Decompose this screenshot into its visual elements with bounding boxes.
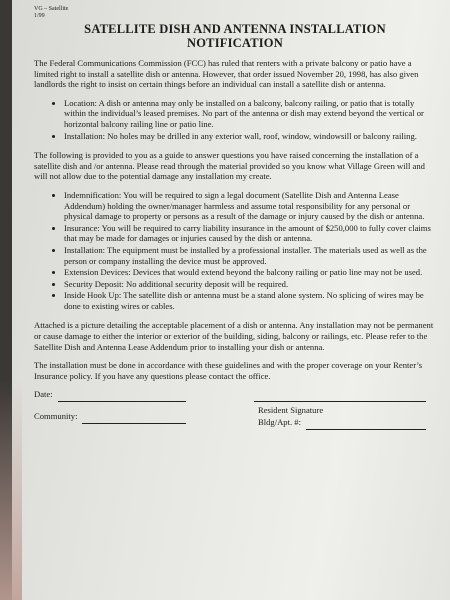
community-label: Community: (34, 411, 78, 422)
rule-installation: • Installation: No holes may be drilled in any exterior wall, roof, window, windowsill or balcony railing. (64, 131, 436, 142)
requirement-extension-devices: • Extension Devices: Devices that would extend beyond the balcony railing or patio line may not be used. (64, 267, 436, 278)
intro-paragraph: The Federal Communications Commission (FCC) has ruled that renters with a private balcony or patio have a limited right to install a satellite dish or antenna. However, that order issued November 20, 1998, has also given landlords the right to insist on certain things before an individual can install a satellite dish or antenna. (34, 58, 419, 90)
closing-paragraph: The installation must be done in accordance with these guidelines and with the proper coverage on your Renter’s Insurance policy. If you have any questions please contact the office. (34, 360, 423, 381)
date-label: Date: (34, 389, 53, 400)
bldg-apt-label: Bldg/Apt. #: (258, 417, 301, 428)
form-code-line2: 1/99 (34, 13, 45, 19)
rules-list (34, 98, 436, 141)
requirements-list (34, 190, 436, 312)
requirement-security-deposit: • Security Deposit: No additional security deposit will be required. (64, 279, 436, 290)
document-title (34, 22, 436, 50)
signature-block (34, 389, 436, 439)
finger-shadow (0, 380, 22, 600)
attached-paragraph: Attached is a picture detailing the acceptable placement of a dish or antenna. Any installation may not be permanent or cause damage to either the interior or exterior of the building, siding, balcony or railings, etc. Please refer to the Satellite Dish and Antenna Lease Addendum prior to installing your dish or antenna. (34, 320, 434, 352)
rule-location: • Location: A dish or antenna may only be installed on a balcony, balcony railing, or patio that is totally within the individual’s leased premises. No part of the antenna or dish may extend beyond the vertical or horizontal balcony railing line or patio line. (64, 98, 436, 130)
requirement-installation: • Installation: The equipment must be installed by a professional installer. The materials used as well as the person or company installing the device must be approved. (64, 245, 436, 266)
form-code-line1: VG – Satellite (34, 6, 69, 12)
requirement-inside-hookup: • Inside Hook Up: The satellite dish or antenna must be a stand alone system. No splicing of wires may be done to existing wires or cables. (64, 290, 436, 311)
title-line1: SATELLITE DISH AND ANTENNA INSTALLATION (84, 22, 386, 36)
requirement-insurance: • Insurance: You will be required to carry liability insurance in the amount of $250,000 to fully cover claims that may be made for damages or injuries caused by the dish or antenna. (64, 223, 436, 244)
guide-paragraph: The following is provided to you as a guide to answer questions you have raised concerning the installation of a satellite dish and /or antenna. Please read through the material provided so you know what Village Green will and will not allow due to the potential damage any installation my create. (34, 150, 425, 182)
notification-document (12, 0, 450, 600)
community-line[interactable] (82, 423, 186, 424)
form-code (34, 6, 436, 20)
requirement-indemnification: • Indemnification: You will be required to sign a legal document (Satellite Dish and Antenna Lease Addendum) holding the owner/manager harmless and assume total responsibility for any personal or physical damage to property or persons as a result of the damage or injury caused by the dish or antenna. (64, 190, 436, 222)
date-line[interactable] (58, 401, 186, 402)
resident-signature-label: Resident Signature (258, 405, 324, 416)
bldg-apt-line[interactable] (306, 429, 426, 430)
resident-signature-line[interactable] (254, 401, 426, 402)
title-line2: NOTIFICATION (187, 36, 283, 50)
